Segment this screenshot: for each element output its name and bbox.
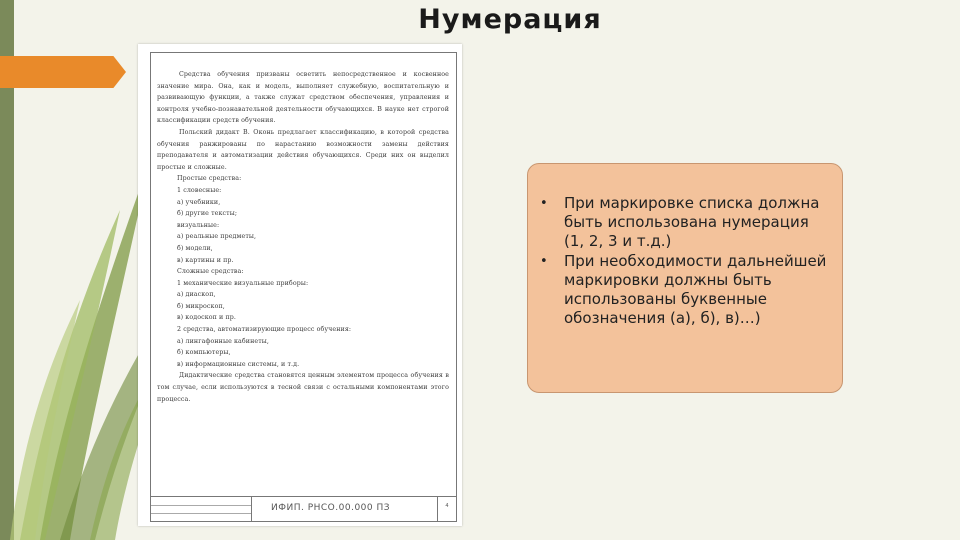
- callout-bullet-text: При маркировке списка должна быть использована нумерация (1, 2, 3 и т.д.): [564, 194, 820, 250]
- doc-paragraph: Дидактические средства становятся ценным элементом процесса обучения в том случае, если используются в тесной связи с остальными компонентами этого процесса.: [157, 372, 449, 403]
- doc-list-item: в) картины и пр.: [177, 256, 234, 264]
- doc-list-item: б) компьютеры,: [177, 349, 231, 357]
- callout-bullet-text: При необходимости дальнейшей маркировки должны быть использованы буквенные обозначения (а), б), в)…): [564, 252, 827, 327]
- doc-list-item: а) учебники,: [177, 198, 221, 206]
- callout-bullet-item: [528, 194, 828, 251]
- stamp-document-code: ИФИП. РНСО.00.000 ПЗ: [271, 503, 391, 513]
- doc-list-item: в) кодоскоп и пр.: [177, 314, 236, 322]
- stamp-grid-line: [151, 505, 251, 506]
- doc-list-item: визуальные:: [177, 221, 220, 229]
- stamp-grid-line: [151, 513, 251, 514]
- document-text: [157, 69, 449, 405]
- bullet-icon: •: [540, 254, 548, 269]
- accent-tab: [0, 56, 126, 88]
- doc-list-item: б) модели,: [177, 244, 213, 252]
- document-frame: [150, 52, 457, 522]
- doc-list-item: Простые средства:: [177, 175, 242, 183]
- doc-list-item: в) информационные системы, и т.д.: [177, 360, 300, 368]
- callout-box: [527, 163, 843, 393]
- doc-paragraph: Средства обучения призваны осветить непосредственное и косвенное значение мира. Она, как и модель, выполняет служебную, воспитательную и развивающую функции, а также служат средством обеспечения, управления и контроля учебно-познавательной деятельности обучающихся. В науке нет строгой классификации средств обучения.: [157, 71, 449, 125]
- bullet-icon: •: [540, 196, 548, 211]
- doc-list-item: 2 средства, автоматизирующие процесс обучения:: [177, 326, 352, 334]
- doc-paragraph: Польский дидакт В. Оконь предлагает классификацию, в которой средства обучения ранжированы по нарастанию возможности замены действия преподавателя и автоматизации действия обучающихся. Среди них он выделил простые и сложные.: [157, 128, 449, 171]
- doc-list-item: а) реальные предметы,: [177, 233, 257, 241]
- doc-list-item: 1 механические визуальные приборы:: [177, 279, 309, 287]
- stamp-page-number: 4: [445, 503, 449, 509]
- callout-bullet-list: [528, 194, 828, 329]
- doc-list-item: б) микроскоп,: [177, 302, 225, 310]
- callout-bullet-item: [528, 252, 828, 328]
- doc-list-item: а) диаскоп,: [177, 291, 216, 299]
- title-block-stamp: [151, 496, 456, 521]
- doc-list-item: Сложные средства:: [177, 268, 244, 276]
- slide-title: Нумерация: [418, 4, 602, 35]
- doc-list-item: б) другие тексты;: [177, 210, 238, 218]
- document-page-image: [138, 44, 462, 526]
- stamp-page-cell: [437, 497, 456, 521]
- stamp-grid: [151, 497, 252, 521]
- doc-list-item: 1 словесные:: [177, 186, 222, 194]
- doc-list-item: а) лингафонные кабинеты,: [177, 337, 270, 345]
